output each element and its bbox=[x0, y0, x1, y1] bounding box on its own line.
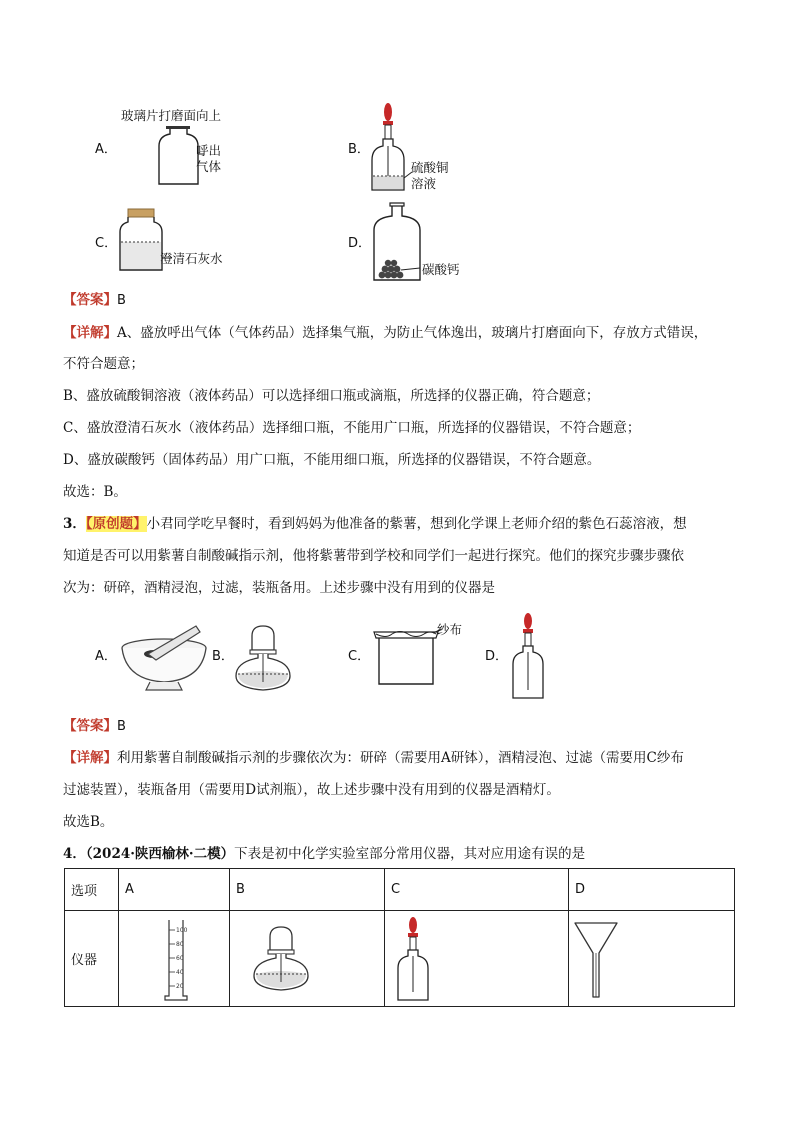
q2-option-c-side-label-1: 澄清石灰水 bbox=[160, 251, 223, 266]
q2-detail-line-3: B、盛放硫酸铜溶液（液体药品）可以选择细口瓶或滴瓶，所选择的仪器正确，符合题意； bbox=[63, 388, 600, 404]
q2-detail-line-1: 【详解】A、盛放呼出气体（气体药品）选择集气瓶，为防止气体逸出，玻璃片打磨面向下，存放方式错误， bbox=[63, 325, 708, 341]
q3-answer-value: B bbox=[117, 719, 126, 734]
q2-conclusion: 故选：B。 bbox=[63, 484, 127, 500]
q3-stem-line-2: 知道是否可以用紫薯自制酸碱指示剂，他将紫薯带到学校和同学们一起进行探究。他们的探究步骤步骤依 bbox=[63, 548, 684, 564]
dropper-bottle-icon bbox=[393, 914, 433, 1004]
q3-option-b-letter: B． bbox=[212, 649, 234, 664]
q4-cell-d bbox=[569, 911, 735, 1007]
q2-option-b-letter: B． bbox=[348, 142, 370, 157]
q2-option-b-side-label-1: 硫酸铜 bbox=[411, 160, 449, 175]
q3-original-tag: 【原创题】 bbox=[85, 516, 147, 532]
gauze-beaker-icon bbox=[372, 626, 442, 688]
q2-option-b-side-label-2: 溶液 bbox=[411, 176, 437, 191]
graduated-cylinder-icon bbox=[163, 916, 203, 1002]
q3-conclusion: 故选B。 bbox=[63, 814, 114, 830]
q3-answer bbox=[63, 716, 126, 737]
q4-header-cell: 选项 bbox=[65, 869, 119, 911]
cylinder-tick-label: 40 bbox=[176, 968, 184, 976]
q3-option-a-letter: A． bbox=[95, 649, 117, 664]
q4-header-cell: A bbox=[119, 869, 230, 911]
q4-table-instrument-row bbox=[65, 911, 735, 1007]
q2-option-a-side-label-1: 呼出 bbox=[196, 143, 222, 158]
q4-table-header-row bbox=[65, 869, 735, 911]
q4-stem: 4．（2024·陕西榆林·二模）下表是初中化学实验室部分常用仪器，其对应用途有误的是 bbox=[63, 846, 586, 862]
alcohol-lamp-icon bbox=[230, 622, 296, 694]
q2-option-c-letter: C． bbox=[95, 236, 118, 251]
q4-table bbox=[64, 868, 735, 1007]
q2-option-a-top-label: 玻璃片打磨面向上 bbox=[121, 108, 222, 123]
q3-number: 3． bbox=[63, 516, 86, 532]
q3-answer-tag: 【答案】 bbox=[63, 718, 117, 734]
q4-header-cell: C bbox=[385, 869, 569, 911]
q2-detail-line-5: D、盛放碳酸钙（固体药品）用广口瓶，不能用细口瓶，所选择的仪器错误，不符合题意。 bbox=[63, 452, 601, 468]
cylinder-tick-label: 60 bbox=[176, 954, 184, 962]
cylinder-tick-label: 100 bbox=[176, 926, 188, 934]
q3-detail-line-1: 【详解】利用紫薯自制酸碱指示剂的步骤依次为：研碎（需要用A研钵），酒精浸泡、过滤（需要用C纱布 bbox=[63, 750, 684, 766]
q4-number: 4． bbox=[63, 846, 86, 862]
q4-cell-c bbox=[385, 911, 569, 1007]
q2-option-d-side-label-1: 碳酸钙 bbox=[422, 262, 460, 277]
q3-detail-tag: 【详解】 bbox=[63, 750, 117, 766]
q2-answer-tag: 【答案】 bbox=[63, 292, 117, 308]
q4-source: （2024·陕西榆林·二模） bbox=[85, 846, 235, 862]
q2-option-d-letter: D． bbox=[348, 236, 372, 251]
q4-cell-b bbox=[230, 911, 385, 1007]
q3-option-c-label: 纱布 bbox=[437, 622, 463, 637]
q3-option-c-letter: C． bbox=[348, 649, 371, 664]
q3-detail-line-2: 过滤装置），装瓶备用（需要用D试剂瓶），故上述步骤中没有用到的仪器是酒精灯。 bbox=[63, 782, 560, 798]
cylinder-tick-label: 20 bbox=[176, 982, 184, 990]
dropper-bottle-icon bbox=[508, 610, 548, 702]
q2-option-a-letter: A． bbox=[95, 142, 117, 157]
dropper-bottle-icon bbox=[366, 100, 416, 196]
q4-row-label: 仪器 bbox=[65, 911, 119, 1007]
q3-stem-line-3: 次为：研碎，酒精浸泡，过滤，装瓶备用。上述步骤中没有用到的仪器是 bbox=[63, 580, 495, 596]
mortar-pestle-icon bbox=[116, 620, 212, 692]
funnel-icon bbox=[573, 917, 623, 1001]
q2-answer-value: B bbox=[117, 293, 126, 308]
q2-option-a-side-label-2: 气体 bbox=[196, 159, 222, 174]
alcohol-lamp-icon bbox=[248, 924, 314, 994]
q3-option-d-letter: D． bbox=[485, 649, 509, 664]
cylinder-tick-label: 80 bbox=[176, 940, 184, 948]
q4-header-cell: D bbox=[569, 869, 735, 911]
q2-detail-tag: 【详解】 bbox=[63, 325, 117, 341]
q2-detail-line-2: 不符合题意； bbox=[63, 356, 144, 372]
q3-stem-line-1: 3．【原创题】小君同学吃早餐时，看到妈妈为他准备的紫薯，想到化学课上老师介绍的紫色石蕊溶液，想 bbox=[63, 516, 687, 532]
q4-header-cell: B bbox=[230, 869, 385, 911]
q4-cell-a bbox=[119, 911, 230, 1007]
q2-detail-line-4: C、盛放澄清石灰水（液体药品）选择细口瓶，不能用广口瓶，所选择的仪器错误，不符合题意； bbox=[63, 420, 641, 436]
q2-answer bbox=[63, 290, 126, 311]
